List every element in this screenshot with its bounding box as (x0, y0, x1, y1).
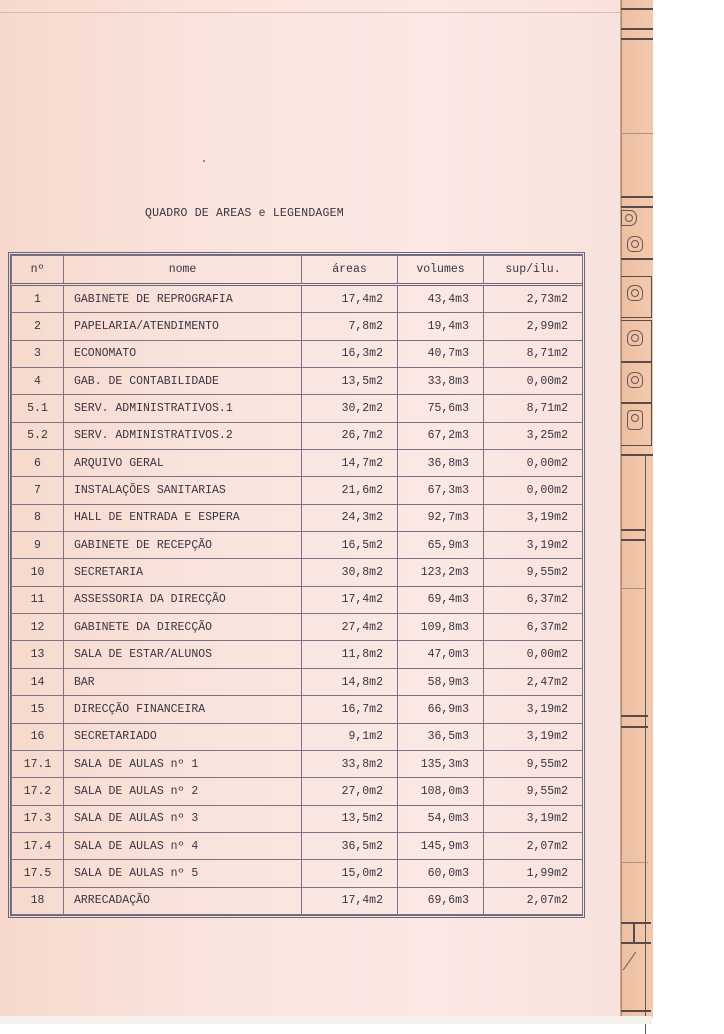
row-number: 16 (12, 723, 64, 750)
ink-speck (203, 160, 205, 162)
header-areas: áreas (302, 256, 398, 285)
room-volume: 47,0m3 (398, 641, 484, 668)
toilet-symbol-icon (627, 372, 643, 388)
illumination-surface: 3,19m2 (484, 696, 583, 723)
plan-wall-line (633, 922, 635, 944)
row-number: 6 (12, 450, 64, 477)
plan-wall-line (621, 196, 653, 198)
table-row (12, 422, 583, 449)
room-name: ECONOMATO (64, 340, 302, 367)
room-name: GABINETE DE RECEPÇÃO (64, 532, 302, 559)
table-row (12, 750, 583, 777)
illumination-surface: 0,00m2 (484, 450, 583, 477)
room-volume: 92,7m3 (398, 504, 484, 531)
illumination-surface: 9,55m2 (484, 778, 583, 805)
row-number: 9 (12, 532, 64, 559)
illumination-surface: 3,19m2 (484, 723, 583, 750)
row-number: 2 (12, 313, 64, 340)
room-name: SALA DE ESTAR/ALUNOS (64, 641, 302, 668)
plan-wall-line (621, 529, 645, 531)
plan-wall-line (621, 726, 648, 728)
illumination-surface: 3,19m2 (484, 504, 583, 531)
room-name: PAPELARIA/ATENDIMENTO (64, 313, 302, 340)
plan-wall-line (621, 539, 645, 541)
row-number: 17.4 (12, 832, 64, 859)
table-row (12, 614, 583, 641)
row-number: 17.5 (12, 860, 64, 887)
plan-wall-line (621, 454, 653, 456)
areas-table (8, 252, 585, 918)
header-no: nº (12, 256, 64, 285)
row-number: 14 (12, 668, 64, 695)
row-number: 4 (12, 368, 64, 395)
room-area: 14,7m2 (302, 450, 398, 477)
table-row (12, 504, 583, 531)
row-number: 10 (12, 559, 64, 586)
header-volumes: volumes (398, 256, 484, 285)
room-name: SALA DE AULAS nº 1 (64, 750, 302, 777)
room-area: 27,0m2 (302, 778, 398, 805)
plan-wall-line (621, 38, 653, 40)
illumination-surface: 2,07m2 (484, 887, 583, 914)
plan-wall-line (621, 28, 653, 30)
room-volume: 33,8m3 (398, 368, 484, 395)
room-name: GABINETE DA DIRECÇÃO (64, 614, 302, 641)
room-name: SALA DE AULAS nº 2 (64, 778, 302, 805)
row-number: 8 (12, 504, 64, 531)
illumination-surface: 1,99m2 (484, 860, 583, 887)
table-header-row (12, 256, 583, 285)
room-name: ARQUIVO GERAL (64, 450, 302, 477)
plan-wall-line (621, 588, 645, 589)
room-name: SERV. ADMINISTRATIVOS.2 (64, 422, 302, 449)
illumination-surface: 9,55m2 (484, 750, 583, 777)
table-row (12, 668, 583, 695)
illumination-surface: 0,00m2 (484, 641, 583, 668)
row-number: 18 (12, 887, 64, 914)
room-name: ASSESSORIA DA DIRECÇÃO (64, 586, 302, 613)
table-row (12, 723, 583, 750)
room-volume: 69,4m3 (398, 586, 484, 613)
illumination-surface: 8,71m2 (484, 340, 583, 367)
room-area: 26,7m2 (302, 422, 398, 449)
plan-wall-line (621, 715, 648, 717)
room-area: 11,8m2 (302, 641, 398, 668)
room-name: SERV. ADMINISTRATIVOS.1 (64, 395, 302, 422)
illumination-surface: 2,07m2 (484, 832, 583, 859)
room-area: 30,8m2 (302, 559, 398, 586)
table-row (12, 559, 583, 586)
row-number: 11 (12, 586, 64, 613)
illumination-surface: 0,00m2 (484, 368, 583, 395)
room-name: GAB. DE CONTABILIDADE (64, 368, 302, 395)
illumination-surface: 9,55m2 (484, 559, 583, 586)
row-number: 17.2 (12, 778, 64, 805)
room-volume: 54,0m3 (398, 805, 484, 832)
room-name: SECRETARIADO (64, 723, 302, 750)
room-volume: 58,9m3 (398, 668, 484, 695)
room-area: 9,1m2 (302, 723, 398, 750)
room-name: SALA DE AULAS nº 3 (64, 805, 302, 832)
plan-wall-line (621, 8, 653, 10)
document-title: QUADRO DE AREAS e LEGENDAGEM (145, 207, 344, 220)
table-row (12, 532, 583, 559)
room-area: 33,8m2 (302, 750, 398, 777)
room-volume: 60,0m3 (398, 860, 484, 887)
dimension-tick-mark (623, 952, 636, 971)
plan-wall-line (621, 1010, 651, 1012)
plan-wall-line (621, 206, 653, 208)
room-area: 13,5m2 (302, 805, 398, 832)
plan-wall-line (621, 942, 651, 944)
adjacent-floorplan-strip (620, 0, 653, 1018)
plan-wall-line (645, 454, 646, 1034)
room-area: 17,4m2 (302, 285, 398, 313)
room-area: 27,4m2 (302, 614, 398, 641)
row-number: 5.2 (12, 422, 64, 449)
room-area: 7,8m2 (302, 313, 398, 340)
table-row (12, 696, 583, 723)
row-number: 17.1 (12, 750, 64, 777)
scan-bottom-edge (0, 1016, 652, 1024)
room-volume: 69,6m3 (398, 887, 484, 914)
room-volume: 40,7m3 (398, 340, 484, 367)
paper-fold-line (0, 12, 620, 13)
table-row (12, 313, 583, 340)
room-volume: 108,0m3 (398, 778, 484, 805)
room-name: BAR (64, 668, 302, 695)
table-row (12, 641, 583, 668)
room-volume: 123,2m3 (398, 559, 484, 586)
room-area: 36,5m2 (302, 832, 398, 859)
toilet-symbol-icon (627, 330, 643, 346)
room-area: 24,3m2 (302, 504, 398, 531)
toilet-symbol-icon (627, 236, 643, 252)
room-volume: 67,2m3 (398, 422, 484, 449)
room-area: 30,2m2 (302, 395, 398, 422)
table-row (12, 285, 583, 313)
illumination-surface: 0,00m2 (484, 477, 583, 504)
table-row (12, 340, 583, 367)
room-name: ARRECADAÇÃO (64, 887, 302, 914)
plan-wall-line (621, 922, 651, 924)
table-row (12, 395, 583, 422)
illumination-surface: 3,25m2 (484, 422, 583, 449)
plan-wall-line (621, 258, 653, 260)
row-number: 13 (12, 641, 64, 668)
room-volume: 145,9m3 (398, 832, 484, 859)
plan-wall-line (621, 0, 622, 1018)
room-area: 14,8m2 (302, 668, 398, 695)
plan-wall-line (621, 133, 653, 134)
room-volume: 36,5m3 (398, 723, 484, 750)
room-volume: 19,4m3 (398, 313, 484, 340)
toilet-symbol-icon (621, 210, 637, 226)
table-row (12, 887, 583, 914)
room-volume: 66,9m3 (398, 696, 484, 723)
room-volume: 109,8m3 (398, 614, 484, 641)
room-volume: 65,9m3 (398, 532, 484, 559)
room-area: 17,4m2 (302, 586, 398, 613)
row-number: 1 (12, 285, 64, 313)
room-name: SALA DE AULAS nº 5 (64, 860, 302, 887)
row-number: 17.3 (12, 805, 64, 832)
table-row (12, 368, 583, 395)
room-area: 15,0m2 (302, 860, 398, 887)
header-sup-ilu: sup/ilu. (484, 256, 583, 285)
row-number: 12 (12, 614, 64, 641)
illumination-surface: 6,37m2 (484, 614, 583, 641)
illumination-surface: 6,37m2 (484, 586, 583, 613)
room-name: HALL DE ENTRADA E ESPERA (64, 504, 302, 531)
room-volume: 135,3m3 (398, 750, 484, 777)
room-volume: 36,8m3 (398, 450, 484, 477)
illumination-surface: 8,71m2 (484, 395, 583, 422)
table-row (12, 778, 583, 805)
table-row (12, 860, 583, 887)
plan-wall-line (621, 862, 648, 863)
row-number: 15 (12, 696, 64, 723)
table-row (12, 477, 583, 504)
table-row (12, 586, 583, 613)
toilet-symbol-icon (627, 285, 643, 301)
room-name: DIRECÇÃO FINANCEIRA (64, 696, 302, 723)
illumination-surface: 2,73m2 (484, 285, 583, 313)
room-area: 16,3m2 (302, 340, 398, 367)
table-row (12, 450, 583, 477)
illumination-surface: 2,47m2 (484, 668, 583, 695)
illumination-surface: 2,99m2 (484, 313, 583, 340)
row-number: 5.1 (12, 395, 64, 422)
room-volume: 75,6m3 (398, 395, 484, 422)
room-volume: 67,3m3 (398, 477, 484, 504)
illumination-surface: 3,19m2 (484, 805, 583, 832)
header-nome: nome (64, 256, 302, 285)
room-area: 17,4m2 (302, 887, 398, 914)
room-name: GABINETE DE REPROGRAFIA (64, 285, 302, 313)
table-row (12, 805, 583, 832)
room-name: SALA DE AULAS nº 4 (64, 832, 302, 859)
row-number: 7 (12, 477, 64, 504)
room-volume: 43,4m3 (398, 285, 484, 313)
room-area: 13,5m2 (302, 368, 398, 395)
row-number: 3 (12, 340, 64, 367)
room-name: SECRETARIA (64, 559, 302, 586)
toilet-symbol-icon (627, 410, 643, 430)
room-area: 16,5m2 (302, 532, 398, 559)
illumination-surface: 3,19m2 (484, 532, 583, 559)
room-area: 21,6m2 (302, 477, 398, 504)
table-row (12, 832, 583, 859)
room-name: INSTALAÇÕES SANITARIAS (64, 477, 302, 504)
room-area: 16,7m2 (302, 696, 398, 723)
